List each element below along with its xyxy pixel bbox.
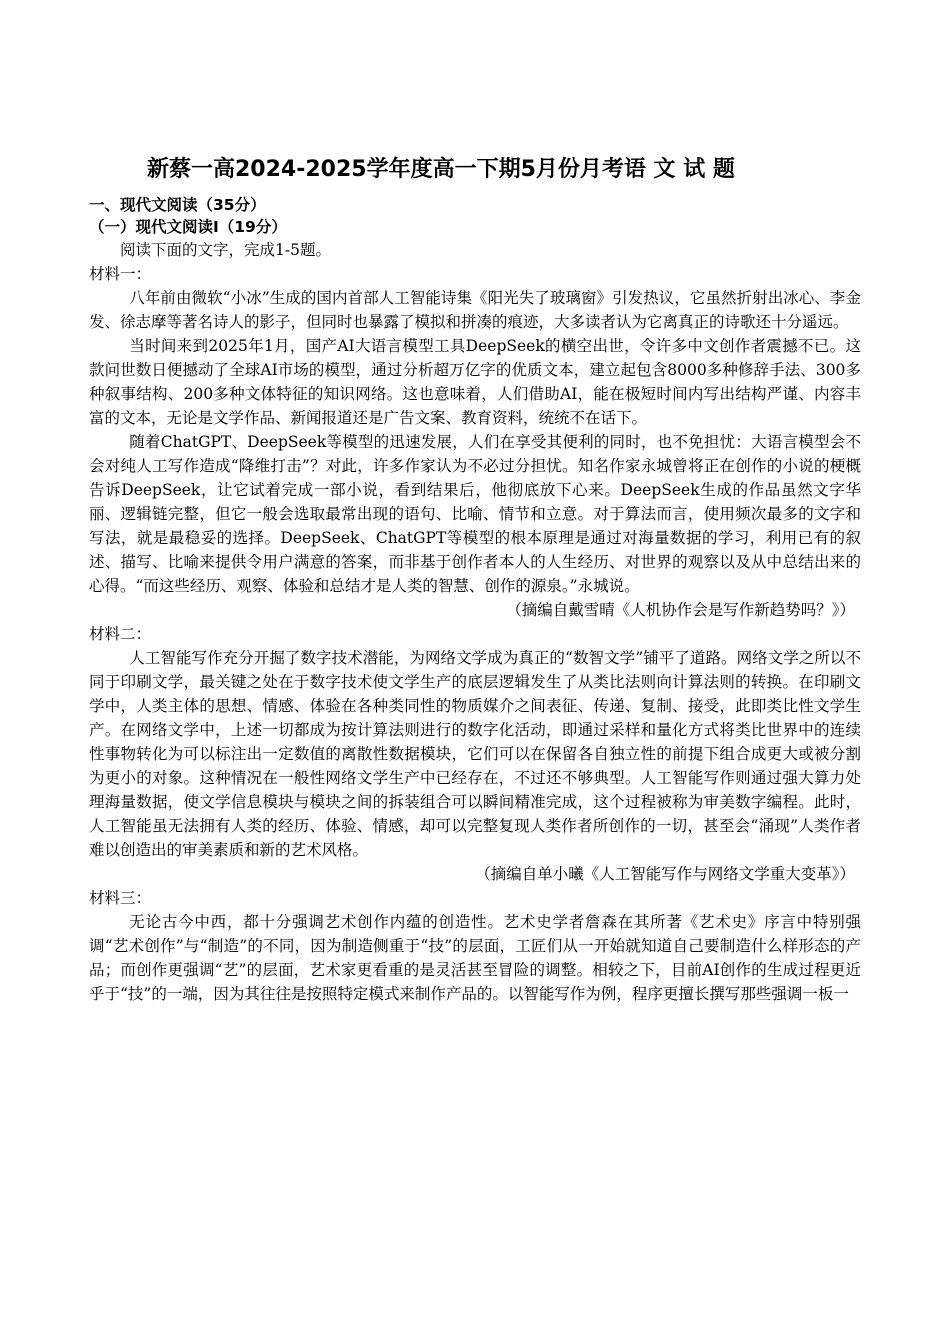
material-label: 材料一：	[89, 265, 152, 283]
material-label: 材料二：	[89, 625, 152, 643]
reading-instruction: 阅读下面的文字，完成1-5题。	[120, 241, 331, 259]
source-citation: （摘编自戴雪晴《人机协作会是写作新趋势吗？》）	[506, 601, 855, 619]
section-heading: 一、现代文阅读（35分）	[89, 196, 266, 214]
paragraph: 无论古今中西，都十分强调艺术创作内蕴的创造性。艺术史学者詹森在其所著《艺术史》序言中特别强调“艺术创作”与“制造”的不同，因为制造侧重于“技”的层面，工匠们从一开始就知道自己要制造什么样形态的产品；而创作更强调“艺”的层面，艺术家更看重的是灵活甚至冒险的调整。相较之下，目前AI创作的生成过程更近乎于“技”的一端，因为其往往是按照特定模式来制作产品的。以智能写作为例，程序更擅长撰写那些强调一板一	[89, 913, 861, 1003]
subsection-heading: （一）现代文阅读Ⅰ（19分）	[89, 218, 287, 236]
material-one	[89, 262, 861, 622]
exam-page	[89, 150, 861, 1006]
source-citation: （摘编自单小曦《人工智能写作与网络文学重大变革》）	[475, 865, 855, 883]
material-two	[89, 622, 861, 886]
paragraph: 八年前由微软“小冰”生成的国内首部人工智能诗集《阳光失了玻璃窗》引发热议，它虽然折射出冰心、李金发、徐志摩等著名诗人的影子，但同时也暴露了模拟和拼凑的痕迹，大多读者认为它离真正的诗歌还十分遥远。	[89, 289, 861, 331]
paragraph: 人工智能写作充分开掘了数字技术潜能，为网络文学成为真正的“数智文学”铺平了道路。网络文学之所以不同于印刷文学，最关键之处在于数字技术使文学生产的底层逻辑发生了从类比法则向计算法则的转换。在印刷文学中，人类主体的思想、情感、体验在各种类同性的物质媒介之间表征、传递、复制、接受，此即类比性文学生产。在网络文学中，上述一切都成为按计算法则进行的数字化活动，即通过采样和量化方式将类比世界中的连续性事物转化为可以标注出一定数值的离散性数据模块，它们可以在保留各自独立性的前提下组合成更大或被分割为更小的对象。这种情况在一般性网络文学生产中已经存在，不过还不够典型。人工智能写作则通过强大算力处理海量数据，使文学信息模块与模块之间的拆装组合可以瞬间精准完成，这个过程被称为审美数字编程。此时，人工智能虽无法拥有人类的经历、体验、情感，却可以完整复现人类作者所创作的一切，甚至会“涌现”人类作者难以创造出的审美素质和新的艺术风格。	[89, 649, 861, 859]
material-three	[89, 886, 861, 1006]
paragraph: 当时间来到2025年1月，国产AI大语言模型工具DeepSeek的横空出世，令许多中文创作者震撼不已。这款问世数日便撼动了全球AI市场的模型，通过分析超万亿字的优质文本，建立起包含8000多种修辞手法、300多种叙事结构、200多种文体特征的知识网络。这也意味着，人们借助AI，能在极短时间内写出结构严谨、内容丰富的文本，无论是文学作品、新闻报道还是广告文案、教育资料，统统不在话下。	[89, 337, 861, 427]
exam-title: 新蔡一高2024-2025学年度高一下期5月份月考语 文 试 题	[147, 157, 735, 182]
paragraph: 随着ChatGPT、DeepSeek等模型的迅速发展，人们在享受其便利的同时，也不免担忧：大语言模型会不会对纯人工写作造成“降维打击”？对此，许多作家认为不必过分担忧。知名作家永城曾将正在创作的小说的梗概告诉DeepSeek，让它试着完成一部小说，看到结果后，他彻底放下心来。DeepSeek生成的作品虽然文字华丽、逻辑链完整，但它一般会选取最常出现的语句、比喻、情节和立意。对于算法而言，使用频次最多的文字和写法，就是最稳妥的选择。DeepSeek、ChatGPT等模型的根本原理是通过对海量数据的学习，利用已有的叙述、描写、比喻来提供令用户满意的答案，而非基于创作者本人的人生经历、对世界的观察以及从中总结出来的心得。“而这些经历、观察、体验和总结才是人类的智慧、创作的源泉。”永城说。	[89, 433, 861, 595]
material-label: 材料三：	[89, 889, 152, 907]
